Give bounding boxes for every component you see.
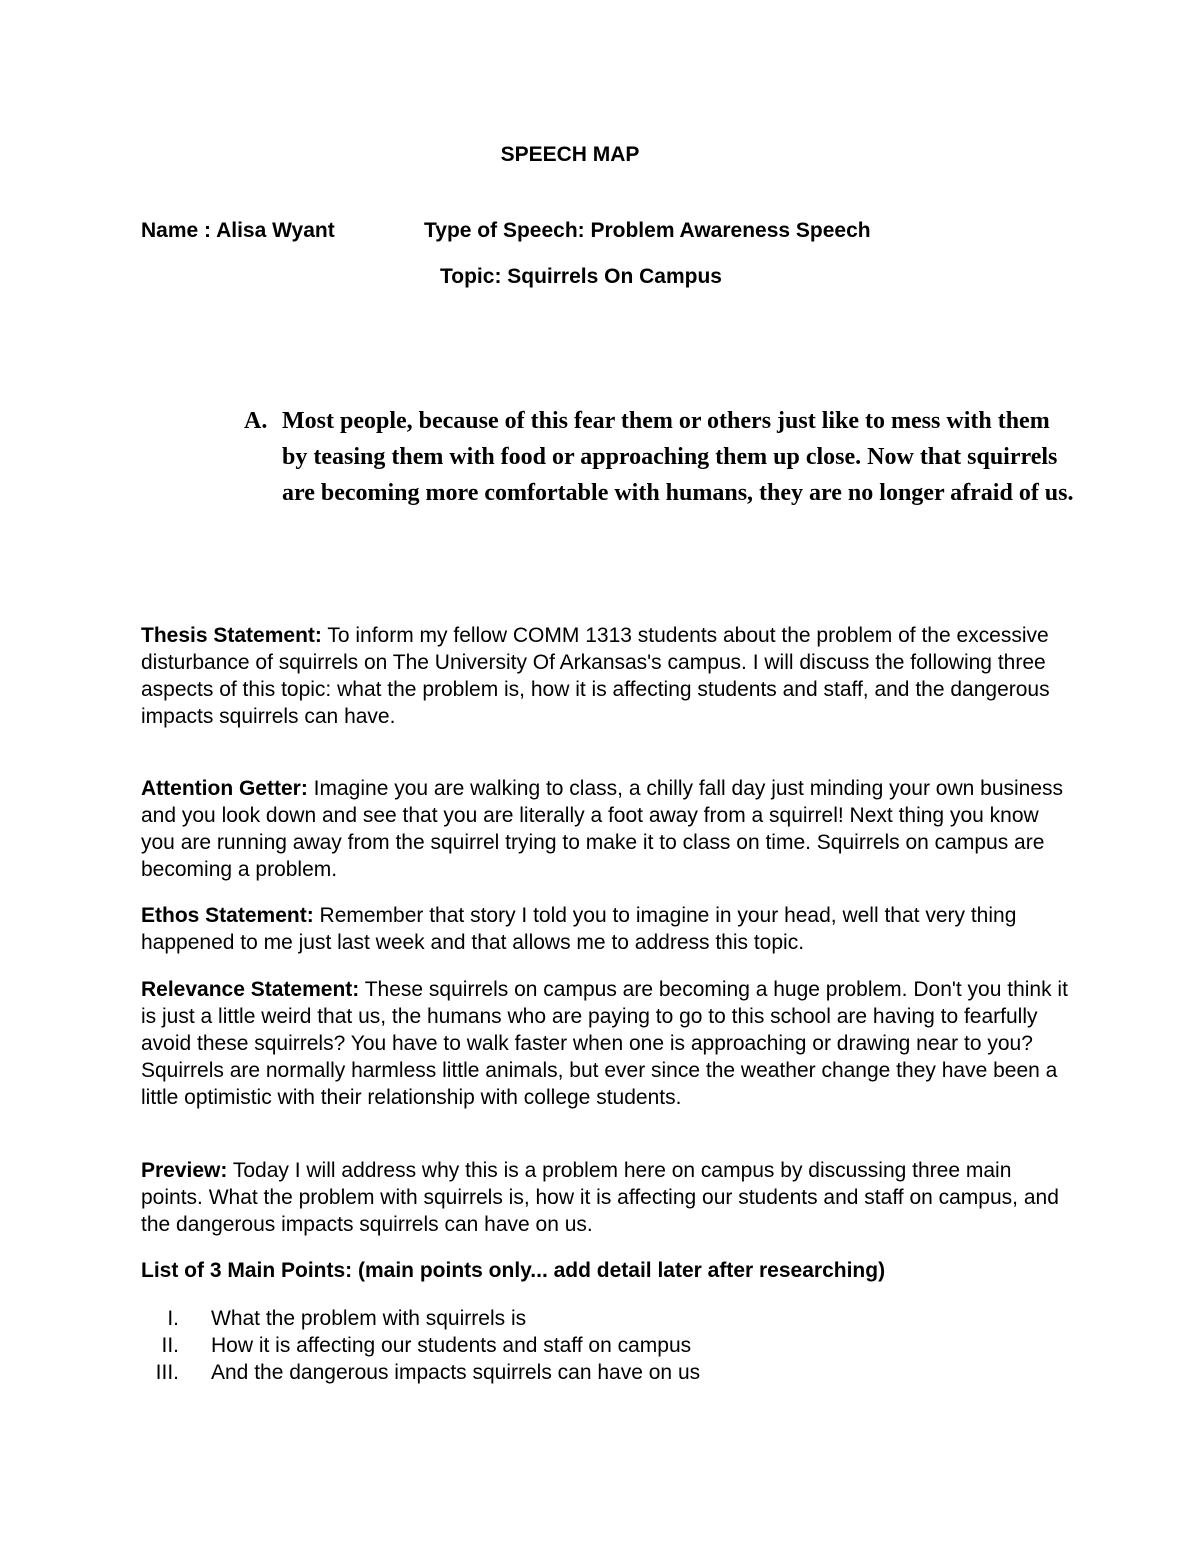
ethos-label: Ethos Statement: <box>141 904 314 927</box>
main-point-text: How it is affecting our students and staff on campus <box>211 1334 692 1357</box>
speech-type: Type of Speech: Problem Awareness Speech <box>424 219 871 242</box>
point-a-marker: A. <box>244 408 268 434</box>
ethos-statement <box>141 902 1076 956</box>
page-title: SPEECH MAP <box>500 143 640 166</box>
attention-text: Imagine you are walking to class, a chilly fall day just minding your own business and you look down and see that you are literally a foot away from a squirrel! Next thing you know you are running away from the squirrel trying to make it to class on time. Squirrels on campus are becoming a problem. <box>141 777 1064 881</box>
main-point-number: II. <box>161 1334 179 1357</box>
preview-label: Preview: <box>141 1159 228 1182</box>
preview-text: Today I will address why this is a problem here on campus by discussing three main points. What the problem with squirrels is, how it is affecting our students and staff on campus, and the dangerous impacts squirrels can have on us. <box>141 1159 1059 1236</box>
speech-topic: Topic: Squirrels On Campus <box>440 265 722 288</box>
relevance-text: These squirrels on campus are becoming a huge problem. Don't you think it is just a little weird that us, the humans who are paying to go to this school are having to fearfully avoid these squirrels? You have to walk faster when one is approaching or drawing near to you? Squirrels are normally harmless little animals, but ever since the weather change they have been a little optimistic with their relationship with college students. <box>141 978 1068 1109</box>
preview-statement <box>141 1157 1076 1238</box>
thesis-text: To inform my fellow COMM 1313 students about the problem of the excessive disturbance of squirrels on The University Of Arkansas's campus. I will discuss the following three aspects of this topic: what the problem is, how it is affecting students and staff, and the dangerous impacts squirrels can have. <box>141 624 1050 728</box>
attention-getter <box>141 775 1076 883</box>
point-a <box>244 403 1074 511</box>
main-point-number: I. <box>167 1307 179 1330</box>
main-point-number: III. <box>155 1361 179 1384</box>
main-points-heading: List of 3 Main Points: (main points only... add detail later after researching) <box>141 1259 886 1282</box>
main-point-text: What the problem with squirrels is <box>211 1307 527 1330</box>
attention-label: Attention Getter: <box>141 777 308 800</box>
speaker-name: Name : Alisa Wyant <box>141 219 335 242</box>
main-point-text: And the dangerous impacts squirrels can have on us <box>211 1361 701 1384</box>
thesis-statement <box>141 622 1076 730</box>
thesis-label: Thesis Statement: <box>141 624 322 647</box>
point-a-text: Most people, because of this fear them or others just like to mess with them by teasing them with food or approaching them up close. Now that squirrels are becoming more comfortable with humans, they are no longer afraid of us. <box>282 408 1074 506</box>
relevance-statement <box>141 976 1076 1111</box>
relevance-label: Relevance Statement: <box>141 978 360 1001</box>
ethos-text: Remember that story I told you to imagine in your head, well that very thing happened to me just last week and that allows me to address this topic. <box>141 904 1017 954</box>
